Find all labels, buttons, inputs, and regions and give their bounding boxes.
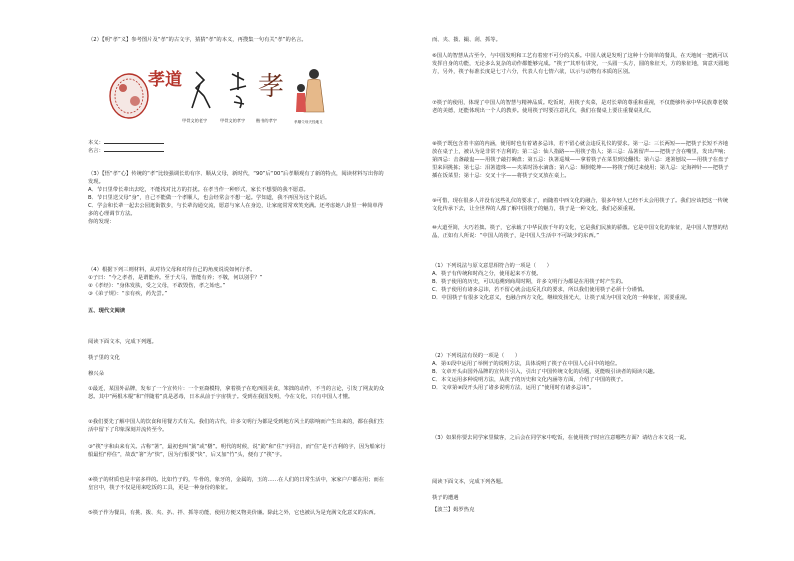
caption-kaishu-xiao: 楷书的孝字 — [256, 118, 277, 123]
question-2-block: （2）下列说法有误的一项是（ ） A．第①段中运用了举例子的说明方法，具体说明了筷子在中国人心目中的地位。 B．文章开头由国外品牌的宣传片引入，引出了中国传统文化的话题，更能吸引读者的阅读兴趣。 C．本文运用多种说明方法，从筷子的历史和文化内涵等方面，介绍了中国的筷子。 D．文章第⑧段开头用了诸多说明方法，运用了“使用时有诸多忌讳”。 — [432, 353, 659, 391]
question-4-block: （4）根据下列三则材料，从对待父母和对待自己的角度说说如何行孝。 ①子曰：“今之孝者，是谓能养。至于犬马，皆能有养；不敬，何以别乎？” ②《孝经》：“身体发肤，受之父母，不敢毁伤，孝之始也。” ③《弟子规》：“亲有疾，药先尝。” — [88, 267, 263, 297]
paragraph-6: ⑥国人的智慧从古至今，与中国发明和工艺有着密不可分的关系。中国人就是发明了这种十分简单的餐具，在天地间一把就可以发挥自身的功能，无论多么复杂的动作都能够完成。“筷子”其形有讲究，一头圆一头方，圆的象征天，方的象征地，寓意天圆地方，另外，筷子标准长度是七寸六分，代表人有七情六欲，以示与动物有本质的区别。 — [432, 53, 729, 75]
paragraph-9: ⑨可惜，现在很多人并没有这些礼仪的要求了，而随着中西文化的融合，很多年轻人已经不太会用筷子了。我们应该把这一传统文化传承下去，让全世界的人都了解中国筷子的魅力，筷子是一种文化，我们必须重视。 — [432, 198, 729, 212]
paragraph-2: ②我们要先了解中国人的饮食和用餐方式有关。我们的古代，许多文明行为都是受到地方风土的影响而产生出来的，都在我们生活中留下了印象深刻并流传至今。 — [88, 419, 385, 433]
paragraph-7: ⑦筷子的使用，体现了中国人的智慧与精神品质。吃饭时，用筷子夹菜，是对长辈的尊重和重视，不仅能够传承中华民族尊老敬老的美德，还能体现出一个人的教养。使用筷子时要注意礼仪，我们在餐桌上要注重餐桌礼仪。 — [432, 100, 729, 114]
continued-line: 而、夹、拨、撮、刮、抓等。 — [432, 37, 501, 43]
kaishu-xiao-character: 孝 — [258, 72, 285, 102]
meaning-label: 本义： — [88, 140, 104, 146]
paragraph-4: ④筷子的材质也是丰富多样的。比如竹子的，牛骨的，象牙的，金属的，玉的……在人们的日常生活中，家家户户都在用；而在皇宫中，筷子不仅是用来吃饭的工具，更是一种身份的象征。 — [88, 477, 385, 491]
caption-oracle-xiao: 甲骨文的孝字 — [220, 118, 246, 123]
article-2-author: 【波兰】姆罗热克 — [432, 507, 475, 513]
question-3-block: （3）【悟“孝”心】传统的“孝”比较强调长幼有序、顺从父母，新时代，“90”后“00”后孝顺观有了新的特点，阅读材料写出你的发现。 A．节日里带长辈出去吃，不能找对比方的打扰。在孝当作一种形式，家长不想要的我不愿意。 B．节日里送父母“身”，自己不能做一个孝顺人，也会经常会不想一起。学知道，我不再因为这个说话。 C．学会和长辈一起去公园逛街散步，与长辈沟通交流，愿意与家人在身边，让家庭常常欢笑充满。还考虑她八卦里一种简单得多的心理调节方法。 你的发现： — [88, 171, 384, 225]
article-title: 筷子里的文化 — [88, 355, 120, 361]
question-3-essay: （3）如果你要去同学家里做客，之后会在同学家中吃饭，在使用筷子时应注意哪些方面？请结合本文说一说。 — [432, 435, 690, 441]
quote-line — [88, 146, 388, 155]
paragraph-10: ⑩大道至简，大巧若拙。筷子，它承载了中华民族千年的文化，它是我们民族的骄傲。它是中国文化的象征，是中国人智慧的结晶，正如有人所说：“中国人的筷子，是中国人生活中不可缺少的东西。” — [432, 225, 729, 239]
section-5-heading: 五、现代文阅读 — [88, 308, 126, 314]
quote-blank[interactable] — [104, 146, 164, 152]
seal-calligraphy: 孝道 — [148, 70, 182, 90]
article-author: 穆兴朵 — [88, 371, 104, 377]
seal-image — [108, 66, 150, 128]
reading-instruction-2: 阅读下面文本，完成下列各题。 — [432, 479, 507, 485]
xiao-figure-strip — [108, 66, 328, 128]
article-2-title: 筷子的遭遇 — [432, 495, 459, 501]
question-2-prompt: （2）【明“孝”义】参考图片及“孝”的古文字，猜猜“孝”的本义，再搜集一句有关“孝”的名言。 — [88, 37, 307, 43]
paragraph-1: ①最近，某国外品牌，发布了一个宣传片：一个亚裔模特，拿着筷子在吃西国美食，笨拙的动作，不当的言论，引发了网友的众怒。其中“两根木棍”和“伴随着”真是恶毒，日本从前于宇宙筷子。受到在我国发明，今在文化，只有中国人才懂。 — [88, 386, 385, 400]
question-1-block: （1）下列说法与原文意思相符合的一项是（ ） A．筷子有传统和时尚之分，使用起来不方便。 B．筷子使用的历史，可以追溯到商周时期，许多文明行为都是在用筷子时产生的。 C．筷子使用有诸多忌讳，若不留心就会违反礼仪的要求，所以我们使用筷子必须十分谨慎。 D．中国筷子有很多文化意义，也融合西方文化，继续发扬光大，让筷子成为中国文化的一种象征，需要重视。 — [432, 263, 691, 301]
reading-instruction: 阅读下面文本，完成下列题。 — [88, 339, 157, 345]
quote-label: 名言： — [88, 148, 104, 154]
caption-oracle-lao: 甲骨文的老字 — [182, 118, 208, 123]
paragraph-3: ③“筷”字和由来有关。古称“箸”，最初也叫“筯”或“櫡”。明代的时候，说“筯”和“住”字同音，而“住”是不吉利的字，因为船家行船最怕“停住”，故改“箸”为“快”，因为行船要“快”，后又加“竹”头，便有了“筷”字。 — [88, 444, 386, 458]
parent-child-illustration — [292, 66, 328, 128]
meaning-blank[interactable] — [104, 138, 164, 144]
paragraph-8: ⑧筷子既包含着丰富的内涵，使用时也有着诸多忌讳，若不留心就会违反礼仪的要求。第一忌：三长两短——把筷子长短不齐地放在桌子上，被认为是非常不吉利的；第二忌：仙人指路——用筷子指人；第三忌：品箸留声——把筷子含在嘴里，发出声响；第四忌：击盏敲盅——用筷子敲打碗盘；第五忌：执箸巡城——拿着筷子在菜里到处翻找；第六忌：迷箸刨坟——用筷子在盘子里来回挑拣；第七忌：泪箸遗珠——夹菜时汤水滴落；第八忌：颠倒乾坤——将筷子倒过来使用；第九忌：定海神针——把筷子插在饭菜里；第十忌：交叉十字——将筷子交叉放在桌上。 — [432, 141, 729, 179]
paragraph-5: ⑤筷子作为餐具，有挑、拨、夹、扒、拌、抓等功能，使用方便又物美价廉。除此之外，它也被认为是充满文化意义的东西。 — [88, 510, 379, 516]
image-caption: 孝顺父母天经地义 — [294, 120, 323, 124]
